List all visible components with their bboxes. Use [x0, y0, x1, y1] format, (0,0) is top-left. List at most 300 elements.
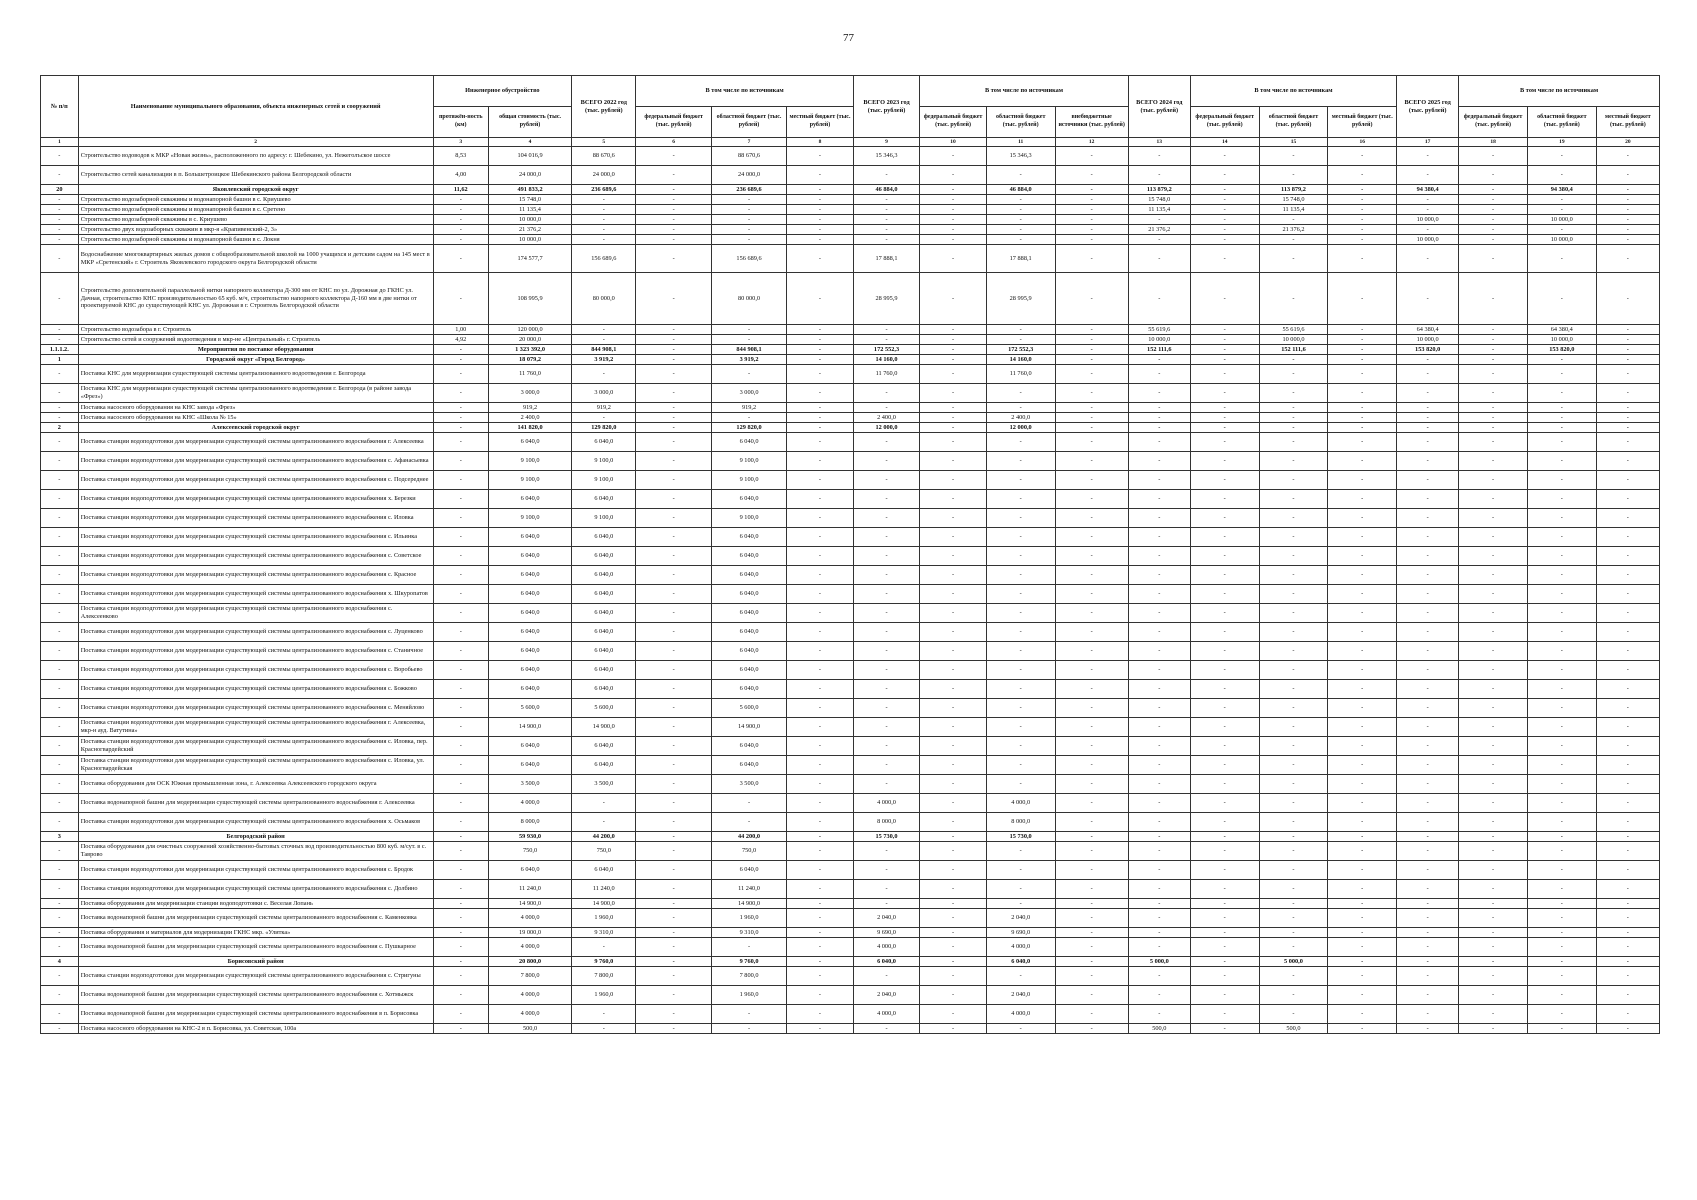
value-cell: 9 100,0 — [711, 452, 786, 471]
value-cell: - — [433, 509, 488, 528]
value-cell: 44 200,0 — [711, 832, 786, 842]
value-cell: - — [1190, 813, 1259, 832]
value-cell: - — [1459, 195, 1528, 205]
value-cell: - — [1459, 661, 1528, 680]
value-cell: - — [1190, 215, 1259, 225]
value-cell: - — [1397, 225, 1459, 235]
value-cell: 10 000,0 — [1527, 235, 1596, 245]
value-cell: - — [711, 205, 786, 215]
value-cell: - — [1128, 355, 1190, 365]
row-number-cell: - — [41, 585, 79, 604]
value-cell: - — [433, 403, 488, 413]
column-number: 3 — [433, 138, 488, 147]
value-cell: - — [853, 215, 920, 225]
table-row — [41, 1024, 1660, 1034]
value-cell: - — [1128, 471, 1190, 490]
value-cell: - — [787, 528, 854, 547]
value-cell: - — [986, 718, 1055, 737]
value-cell: - — [986, 880, 1055, 899]
value-cell: - — [636, 909, 711, 928]
value-cell: 4 000,0 — [488, 794, 571, 813]
value-cell: 11 135,4 — [1128, 205, 1190, 215]
row-number-cell: - — [41, 680, 79, 699]
value-cell: - — [636, 365, 711, 384]
value-cell: - — [1459, 832, 1528, 842]
value-cell: 14 900,0 — [488, 899, 571, 909]
value-cell: - — [1055, 604, 1128, 623]
value-cell: - — [1055, 909, 1128, 928]
value-cell: - — [1459, 528, 1528, 547]
value-cell: - — [433, 737, 488, 756]
value-cell: 6 040,0 — [488, 490, 571, 509]
value-cell: - — [1527, 566, 1596, 585]
value-cell: - — [1259, 880, 1328, 899]
object-name-cell: Поставка станции водоподготовки для модернизации существующей системы централизованного водоснабжения с. Ильинка — [78, 528, 433, 547]
value-cell: - — [986, 623, 1055, 642]
value-cell: - — [787, 1005, 854, 1024]
value-cell: - — [1527, 355, 1596, 365]
value-cell: - — [920, 967, 987, 986]
value-cell: 8 000,0 — [488, 813, 571, 832]
value-cell: 94 380,4 — [1397, 185, 1459, 195]
value-cell: - — [986, 205, 1055, 215]
value-cell: 6 040,0 — [572, 661, 636, 680]
object-name-cell: Строительство водозаборной скважины в с. Криушево — [78, 215, 433, 225]
value-cell: - — [572, 938, 636, 957]
value-cell: - — [1259, 355, 1328, 365]
object-name-cell: Поставка станции водоподготовки для модернизации существующей системы централизованного водоснабжения с. Воробьево — [78, 661, 433, 680]
value-cell: - — [1055, 928, 1128, 938]
value-cell: - — [920, 471, 987, 490]
object-name-cell: Строительство водозабора в г. Строитель — [78, 325, 433, 335]
value-cell: - — [1055, 775, 1128, 794]
header-sources-2023: В том числе по источникам — [920, 76, 1128, 107]
value-cell: 6 040,0 — [572, 756, 636, 775]
table-row — [41, 471, 1660, 490]
value-cell: 7 800,0 — [572, 967, 636, 986]
value-cell: - — [1328, 215, 1397, 225]
value-cell: - — [1055, 528, 1128, 547]
value-cell: 141 820,0 — [488, 423, 571, 433]
table-row — [41, 642, 1660, 661]
value-cell: - — [1259, 623, 1328, 642]
row-number-cell: - — [41, 880, 79, 899]
value-cell: - — [1328, 967, 1397, 986]
value-cell: - — [1397, 471, 1459, 490]
value-cell: 1 960,0 — [711, 986, 786, 1005]
value-cell: - — [636, 273, 711, 325]
value-cell: - — [986, 433, 1055, 452]
value-cell: - — [1397, 899, 1459, 909]
value-cell: 7 800,0 — [488, 967, 571, 986]
value-cell: - — [636, 813, 711, 832]
value-cell: - — [1328, 471, 1397, 490]
table-row — [41, 566, 1660, 585]
value-cell: 6 040,0 — [711, 642, 786, 661]
row-number-cell: - — [41, 566, 79, 585]
value-cell: - — [1596, 661, 1659, 680]
object-name-cell: Поставка КНС для модернизации существующей системы централизованного водоотведения г. Белгорода (в районе завода «Фрез») — [78, 384, 433, 403]
value-cell: 10 000,0 — [1397, 215, 1459, 225]
value-cell: - — [1128, 384, 1190, 403]
value-cell: - — [636, 861, 711, 880]
value-cell: - — [1190, 623, 1259, 642]
value-cell: 3 500,0 — [711, 775, 786, 794]
value-cell: - — [433, 585, 488, 604]
value-cell: - — [1259, 775, 1328, 794]
value-cell: - — [1190, 1024, 1259, 1034]
value-cell: 108 995,9 — [488, 273, 571, 325]
value-cell: - — [1459, 335, 1528, 345]
value-cell: - — [1527, 986, 1596, 1005]
value-cell: 6 040,0 — [488, 642, 571, 661]
column-number: 12 — [1055, 138, 1128, 147]
value-cell: 15 730,0 — [986, 832, 1055, 842]
value-cell: 15 748,0 — [488, 195, 571, 205]
value-cell: - — [1055, 355, 1128, 365]
value-cell: - — [433, 195, 488, 205]
value-cell: - — [1128, 756, 1190, 775]
value-cell: 10 000,0 — [488, 215, 571, 225]
row-number-cell: - — [41, 899, 79, 909]
value-cell: - — [433, 623, 488, 642]
value-cell: - — [787, 680, 854, 699]
value-cell: - — [1459, 861, 1528, 880]
value-cell: 8 000,0 — [986, 813, 1055, 832]
value-cell: - — [1459, 642, 1528, 661]
value-cell: - — [1459, 215, 1528, 225]
value-cell: - — [787, 195, 854, 205]
value-cell: - — [986, 899, 1055, 909]
value-cell: 6 040,0 — [572, 623, 636, 642]
value-cell: - — [1596, 1005, 1659, 1024]
header-local-2024: местный бюджет (тыс. рублей) — [1328, 107, 1397, 138]
value-cell: - — [853, 433, 920, 452]
value-cell: - — [572, 335, 636, 345]
value-cell: - — [1259, 273, 1328, 325]
value-cell: - — [1596, 528, 1659, 547]
object-name-cell: Водоснабжение многоквартирных жилых домов с общеобразовательной школой на 1000 учащихся и детским садом на 145 мест в МКР «Сретенский» г. Строитель Яковлевского городского округа Белгородской области — [78, 245, 433, 273]
table-row — [41, 335, 1660, 345]
value-cell: - — [1527, 661, 1596, 680]
value-cell: - — [1527, 813, 1596, 832]
value-cell: - — [787, 775, 854, 794]
value-cell: - — [636, 147, 711, 166]
value-cell: - — [1596, 699, 1659, 718]
value-cell: - — [986, 661, 1055, 680]
value-cell: - — [1128, 699, 1190, 718]
value-cell: - — [1128, 528, 1190, 547]
value-cell: - — [787, 471, 854, 490]
value-cell: - — [1055, 737, 1128, 756]
value-cell: - — [1328, 909, 1397, 928]
value-cell: - — [1259, 423, 1328, 433]
value-cell: - — [1128, 585, 1190, 604]
value-cell: - — [1190, 355, 1259, 365]
value-cell: - — [787, 433, 854, 452]
value-cell: - — [636, 528, 711, 547]
value-cell: - — [1459, 325, 1528, 335]
value-cell: - — [1055, 832, 1128, 842]
column-number: 1 — [41, 138, 79, 147]
value-cell: - — [787, 566, 854, 585]
value-cell: - — [920, 245, 987, 273]
row-number-cell: - — [41, 718, 79, 737]
value-cell: - — [572, 794, 636, 813]
value-cell: - — [1596, 185, 1659, 195]
value-cell: - — [986, 642, 1055, 661]
value-cell: - — [986, 775, 1055, 794]
value-cell: 844 908,1 — [711, 345, 786, 355]
value-cell: 129 820,0 — [572, 423, 636, 433]
value-cell: - — [1259, 794, 1328, 813]
value-cell: - — [986, 471, 1055, 490]
value-cell: 64 380,4 — [1527, 325, 1596, 335]
value-cell: - — [787, 880, 854, 899]
value-cell: - — [1596, 642, 1659, 661]
column-number: 13 — [1128, 138, 1190, 147]
value-cell: - — [1596, 566, 1659, 585]
object-name-cell: Поставка водонапорной башни для модернизации существующей системы централизованного водоснабжения с. Пушкарное — [78, 938, 433, 957]
row-number-cell: - — [41, 471, 79, 490]
value-cell: - — [636, 986, 711, 1005]
value-cell: 6 040,0 — [711, 490, 786, 509]
value-cell: - — [1459, 794, 1528, 813]
value-cell: 6 040,0 — [711, 547, 786, 566]
value-cell: 94 380,4 — [1527, 185, 1596, 195]
value-cell: 6 040,0 — [572, 490, 636, 509]
value-cell: - — [1459, 842, 1528, 861]
value-cell: - — [1596, 235, 1659, 245]
header-regional-2022: областной бюджет (тыс. рублей) — [711, 107, 786, 138]
value-cell: - — [853, 205, 920, 215]
object-name-cell: Поставка станции водоподготовки для модернизации существующей системы централизованного водоснабжения с. Советское — [78, 547, 433, 566]
value-cell: - — [433, 775, 488, 794]
value-cell: - — [433, 794, 488, 813]
object-name-cell: Городской округ «Город Белгород» — [78, 355, 433, 365]
value-cell: 156 689,6 — [572, 245, 636, 273]
value-cell: - — [636, 205, 711, 215]
value-cell: - — [1055, 661, 1128, 680]
value-cell: - — [1397, 938, 1459, 957]
value-cell: 15 748,0 — [1128, 195, 1190, 205]
value-cell: - — [572, 365, 636, 384]
value-cell: - — [1190, 528, 1259, 547]
value-cell: - — [787, 166, 854, 185]
value-cell: - — [787, 215, 854, 225]
value-cell: - — [1259, 909, 1328, 928]
value-cell: - — [1190, 909, 1259, 928]
value-cell: - — [853, 756, 920, 775]
value-cell: - — [1128, 986, 1190, 1005]
value-cell: - — [1397, 623, 1459, 642]
value-cell: - — [1055, 403, 1128, 413]
value-cell: - — [920, 547, 987, 566]
value-cell: - — [1259, 166, 1328, 185]
value-cell: - — [433, 909, 488, 928]
value-cell: - — [1527, 166, 1596, 185]
value-cell: - — [1596, 832, 1659, 842]
value-cell: - — [1190, 566, 1259, 585]
value-cell: - — [1596, 205, 1659, 215]
value-cell: 21 376,2 — [488, 225, 571, 235]
value-cell: - — [1328, 861, 1397, 880]
column-number: 7 — [711, 138, 786, 147]
value-cell: - — [787, 661, 854, 680]
value-cell: - — [853, 680, 920, 699]
value-cell: 5 600,0 — [711, 699, 786, 718]
object-name-cell: Поставка водонапорной башни для модернизации существующей системы централизованного водоснабжения с. Каменковка — [78, 909, 433, 928]
value-cell: - — [1328, 642, 1397, 661]
value-cell: - — [433, 861, 488, 880]
value-cell: - — [920, 1024, 987, 1034]
value-cell: 6 040,0 — [572, 566, 636, 585]
value-cell: - — [433, 566, 488, 585]
value-cell: 153 820,0 — [1527, 345, 1596, 355]
value-cell: - — [572, 225, 636, 235]
value-cell: - — [1397, 861, 1459, 880]
row-number-cell: 20 — [41, 185, 79, 195]
value-cell: - — [711, 335, 786, 345]
column-number: 6 — [636, 138, 711, 147]
value-cell: - — [636, 1024, 711, 1034]
value-cell: - — [1055, 813, 1128, 832]
value-cell: - — [986, 452, 1055, 471]
row-number-cell: - — [41, 909, 79, 928]
value-cell: 3 000,0 — [711, 384, 786, 403]
value-cell: - — [787, 225, 854, 235]
table-row — [41, 235, 1660, 245]
object-name-cell: Яковлевский городской округ — [78, 185, 433, 195]
value-cell: - — [1397, 245, 1459, 273]
value-cell: - — [1128, 737, 1190, 756]
value-cell: - — [1596, 718, 1659, 737]
value-cell: 6 040,0 — [572, 861, 636, 880]
table-row — [41, 490, 1660, 509]
table-row — [41, 413, 1660, 423]
value-cell: 6 040,0 — [711, 737, 786, 756]
value-cell: - — [636, 699, 711, 718]
value-cell: - — [1128, 452, 1190, 471]
value-cell: 2 040,0 — [853, 909, 920, 928]
value-cell: - — [1527, 490, 1596, 509]
value-cell: - — [1459, 756, 1528, 775]
value-cell: - — [1328, 185, 1397, 195]
value-cell: - — [853, 861, 920, 880]
value-cell: - — [1397, 355, 1459, 365]
value-cell: - — [1055, 185, 1128, 195]
object-name-cell: Поставка водонапорной башни для модернизации существующей системы централизованного водоснабжения с. Хотмыжск — [78, 986, 433, 1005]
value-cell: 24 000,0 — [488, 166, 571, 185]
value-cell: - — [1596, 225, 1659, 235]
table-body — [41, 147, 1660, 1034]
value-cell: - — [1259, 452, 1328, 471]
value-cell: - — [1459, 967, 1528, 986]
value-cell: - — [986, 528, 1055, 547]
value-cell: - — [986, 699, 1055, 718]
value-cell: - — [1190, 1005, 1259, 1024]
value-cell: 11 135,4 — [1259, 205, 1328, 215]
value-cell: 919,2 — [711, 403, 786, 413]
value-cell: - — [1397, 384, 1459, 403]
value-cell: - — [920, 813, 987, 832]
value-cell: - — [1459, 775, 1528, 794]
value-cell: - — [1055, 273, 1128, 325]
value-cell: - — [1397, 547, 1459, 566]
value-cell: - — [1055, 509, 1128, 528]
value-cell: - — [1397, 661, 1459, 680]
value-cell: 9 760,0 — [711, 957, 786, 967]
value-cell: - — [1527, 699, 1596, 718]
value-cell: 4 000,0 — [488, 1005, 571, 1024]
value-cell: - — [1596, 547, 1659, 566]
value-cell: 44 200,0 — [572, 832, 636, 842]
value-cell: - — [1190, 365, 1259, 384]
value-cell: - — [1055, 205, 1128, 215]
value-cell: - — [1259, 471, 1328, 490]
value-cell: - — [1259, 433, 1328, 452]
value-cell: - — [1397, 423, 1459, 433]
value-cell: 1 960,0 — [572, 986, 636, 1005]
value-cell: - — [986, 166, 1055, 185]
value-cell: - — [1459, 403, 1528, 413]
value-cell: - — [636, 938, 711, 957]
value-cell: 14 900,0 — [711, 718, 786, 737]
value-cell: - — [1055, 861, 1128, 880]
column-number: 19 — [1527, 138, 1596, 147]
row-number-cell: - — [41, 433, 79, 452]
value-cell: - — [1259, 642, 1328, 661]
value-cell: 6 040,0 — [488, 737, 571, 756]
value-cell: - — [787, 604, 854, 623]
column-number: 9 — [853, 138, 920, 147]
table-row — [41, 604, 1660, 623]
value-cell: - — [787, 1024, 854, 1034]
row-number-cell: - — [41, 273, 79, 325]
value-cell: - — [920, 423, 987, 433]
row-number-cell: - — [41, 384, 79, 403]
value-cell: - — [433, 680, 488, 699]
value-cell: - — [1397, 642, 1459, 661]
value-cell: - — [1328, 205, 1397, 215]
value-cell: - — [572, 1024, 636, 1034]
value-cell: 10 000,0 — [1397, 335, 1459, 345]
value-cell: - — [1259, 813, 1328, 832]
value-cell: - — [1128, 215, 1190, 225]
value-cell: 6 040,0 — [572, 585, 636, 604]
value-cell: - — [433, 413, 488, 423]
object-name-cell: Поставка оборудования для ОСК Южная промышленная зона, г. Алексеевка Алексеевского городского округа — [78, 775, 433, 794]
value-cell: - — [433, 355, 488, 365]
value-cell: - — [787, 909, 854, 928]
value-cell: - — [1259, 215, 1328, 225]
value-cell: 5 000,0 — [1259, 957, 1328, 967]
value-cell: - — [853, 967, 920, 986]
value-cell: - — [1328, 147, 1397, 166]
object-name-cell: Поставка станции водоподготовки для модернизации существующей системы централизованного водоснабжения с. Божково — [78, 680, 433, 699]
row-number-cell: - — [41, 737, 79, 756]
value-cell: - — [986, 585, 1055, 604]
object-name-cell: Поставка оборудования для модернизации станции водоподготовки с. Веселая Лопань — [78, 899, 433, 909]
value-cell: - — [920, 832, 987, 842]
value-cell: 14 900,0 — [572, 718, 636, 737]
table-row — [41, 967, 1660, 986]
value-cell: 3 000,0 — [572, 384, 636, 403]
value-cell: - — [853, 403, 920, 413]
value-cell: - — [1459, 423, 1528, 433]
object-name-cell: Поставка насосного оборудования на КНС «Школа № 15» — [78, 413, 433, 423]
value-cell: - — [920, 699, 987, 718]
